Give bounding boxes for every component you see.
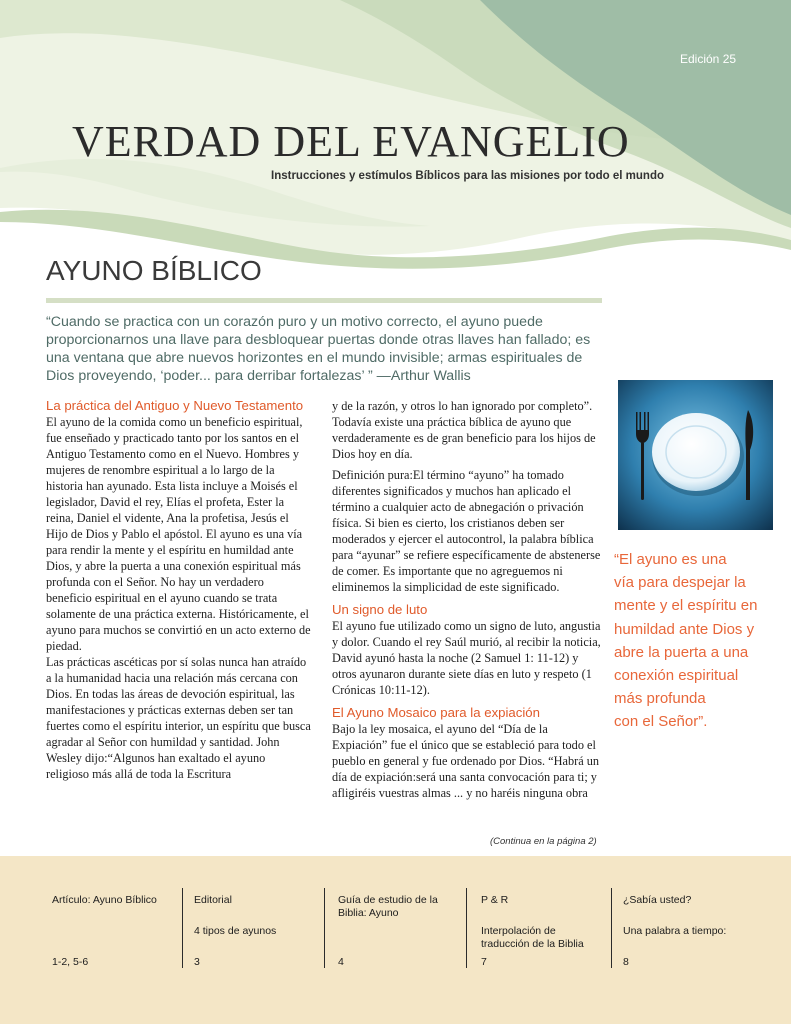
toc-title: Artículo: Ayuno Bíblico xyxy=(52,894,157,906)
edition-label: Edición 25 xyxy=(680,52,737,66)
pull-quote-line: más profunda xyxy=(614,690,706,708)
article-column-1 xyxy=(46,398,311,782)
toc-divider xyxy=(466,888,467,968)
toc-item-article[interactable] xyxy=(52,888,177,966)
article-title: AYUNO BÍBLICO xyxy=(46,255,262,286)
toc-title: ¿Sabía usted? xyxy=(623,894,692,906)
toc-page: 3 xyxy=(194,956,200,968)
toc-item-editorial[interactable] xyxy=(194,888,319,966)
pull-quote-line: conexión espiritual xyxy=(614,667,739,685)
section2-paragraph: El ayuno fue utilizado como un signo de luto, angustia y dolor. Cuando el rey Saúl murió, al recibir la noticia, David ayunó hasta la noche (2 Samuel 1: 11-12) y otros ayunaron durante siete días en luto y respeto (1 Crónicas 10:11-12). xyxy=(332,619,601,697)
toc-title: Guía de estudio de la Biblia: Ayuno xyxy=(338,894,438,919)
toc-page: 8 xyxy=(623,956,629,968)
pull-quote-line: con el Señor”. xyxy=(614,713,708,731)
opening-quote: “Cuando se practica con un corazón puro y un motivo correcto, el ayuno puede proporcionarnos una llave para desbloquear puertas donde otras llaves han fallado; es una ventana que abre nuevos horizontes en el mundo invisible; armas espirituales de Dios proveyendo, ‘poder... para derribar fortalezas’ ” —Arthur Wallis xyxy=(46,314,591,384)
toc-subtitle: Una palabra a tiempo: xyxy=(623,925,727,937)
toc-item-study-guide[interactable] xyxy=(338,888,463,966)
toc-divider xyxy=(182,888,183,968)
masthead-title: VERDAD DEL EVANGELIO xyxy=(72,117,630,166)
plate-photo xyxy=(618,380,773,530)
article-column-2 xyxy=(332,398,602,801)
pull-quote xyxy=(614,548,779,734)
definition-paragraph: Definición pura:El término “ayuno” ha tomado diferentes significados y muchos han aplicado el término a cualquier acto de abnegación o privación física. Si bien es cierto, los cristianos deben ser moderados y ejercer el autocontrol, la palabra bíblica para “ayunar” se refiere específicamente de abstenerse de comer. Es importante que no agreguemos ni eliminemos la simplicidad de este significado. xyxy=(332,468,601,594)
toc-subtitle: 4 tipos de ayunos xyxy=(194,925,277,937)
section-heading-mosaic-fast: El Ayuno Mosaico para la expiación xyxy=(332,705,540,720)
section1-continuation: y de la razón, y otros lo han ignorado por completo”. Todavía existe una práctica bíblica de ayuno que verdaderamente es de gran beneficio para los hijos de Dios hoy en día. xyxy=(332,399,596,461)
pull-quote-line: humildad ante Dios y xyxy=(614,620,755,638)
masthead-tagline: Instrucciones y estímulos Bíblicos para las misiones por todo el mundo xyxy=(271,170,665,182)
section3-paragraph: Bajo la ley mosaica, el ayuno del “Día de la Expiación” fue el único que se estableció para todo el pueblo en general y fue ordenado por Dios. “Habrá un día de expiación:será una santa convocación para ti; y afligiréis vuestras almas ... y no haréis ninguna obra xyxy=(332,722,600,800)
toc-item-qa[interactable] xyxy=(481,888,606,966)
title-divider xyxy=(46,298,602,303)
toc-item-did-you-know[interactable] xyxy=(623,888,763,966)
continued-note: (Continua en la página 2) xyxy=(490,836,597,847)
section-heading-mourning: Un signo de luto xyxy=(332,602,428,617)
toc-page: 7 xyxy=(481,956,487,968)
pull-quote-line: vía para despejar la xyxy=(614,574,746,592)
pull-quote-line: “El ayuno es una xyxy=(614,551,727,568)
toc-divider xyxy=(611,888,612,968)
pull-quote-line: mente y el espíritu en xyxy=(614,597,758,615)
section1-paragraph-2: Las prácticas ascéticas por sí solas nunca han atraído a la humanidad hacia una relación más cercana con Dios. En todas las áreas de devoción espiritual, las manifestaciones y prácticas externas deben ser tan fuertes como el espíritu interior, un espíritu que busca agradar al Señor con humildad y santidad. John Wesley dijo:“Algunos han exaltado el ayuno religioso más allá de toda la Escritura xyxy=(46,655,311,781)
toc-title: Editorial xyxy=(194,894,232,906)
pull-quote-line: abre la puerta a una xyxy=(614,643,749,661)
toc-page: 1-2, 5-6 xyxy=(52,956,89,968)
section1-paragraph: El ayuno de la comida como un beneficio espiritual, fue enseñado y practicado tanto por los santos en el Antiguo Testamento como en el Nuevo. Hombres y mujeres de renombre espiritual a lo largo de la historia han ayunado. Esta lista incluye a Moisés el legislador, David el rey, Elías el profeta, Ester la reina, Daniel el vidente, Ana la profetisa, Jesús el Hijo de Dios y Pablo el apóstol. El ayuno es una vía para rendir la mente y el espíritu en humildad ante Dios, y abre la puerta a una conexión espiritual más profunda con el Señor. No hay un verdadero beneficio espiritual en el ayuno cuando se trata solamente de una práctica externa. Históricamente, el ayuno para muchos se convirtió en un acto externo de piedad. xyxy=(46,415,311,653)
toc-title: P & R xyxy=(481,894,509,906)
toc-divider xyxy=(324,888,325,968)
toc-subtitle: Interpolación de traducción de la Biblia xyxy=(481,925,584,950)
section-heading-old-new-testament: La práctica del Antiguo y Nuevo Testamento xyxy=(46,398,304,413)
toc-page: 4 xyxy=(338,956,344,968)
